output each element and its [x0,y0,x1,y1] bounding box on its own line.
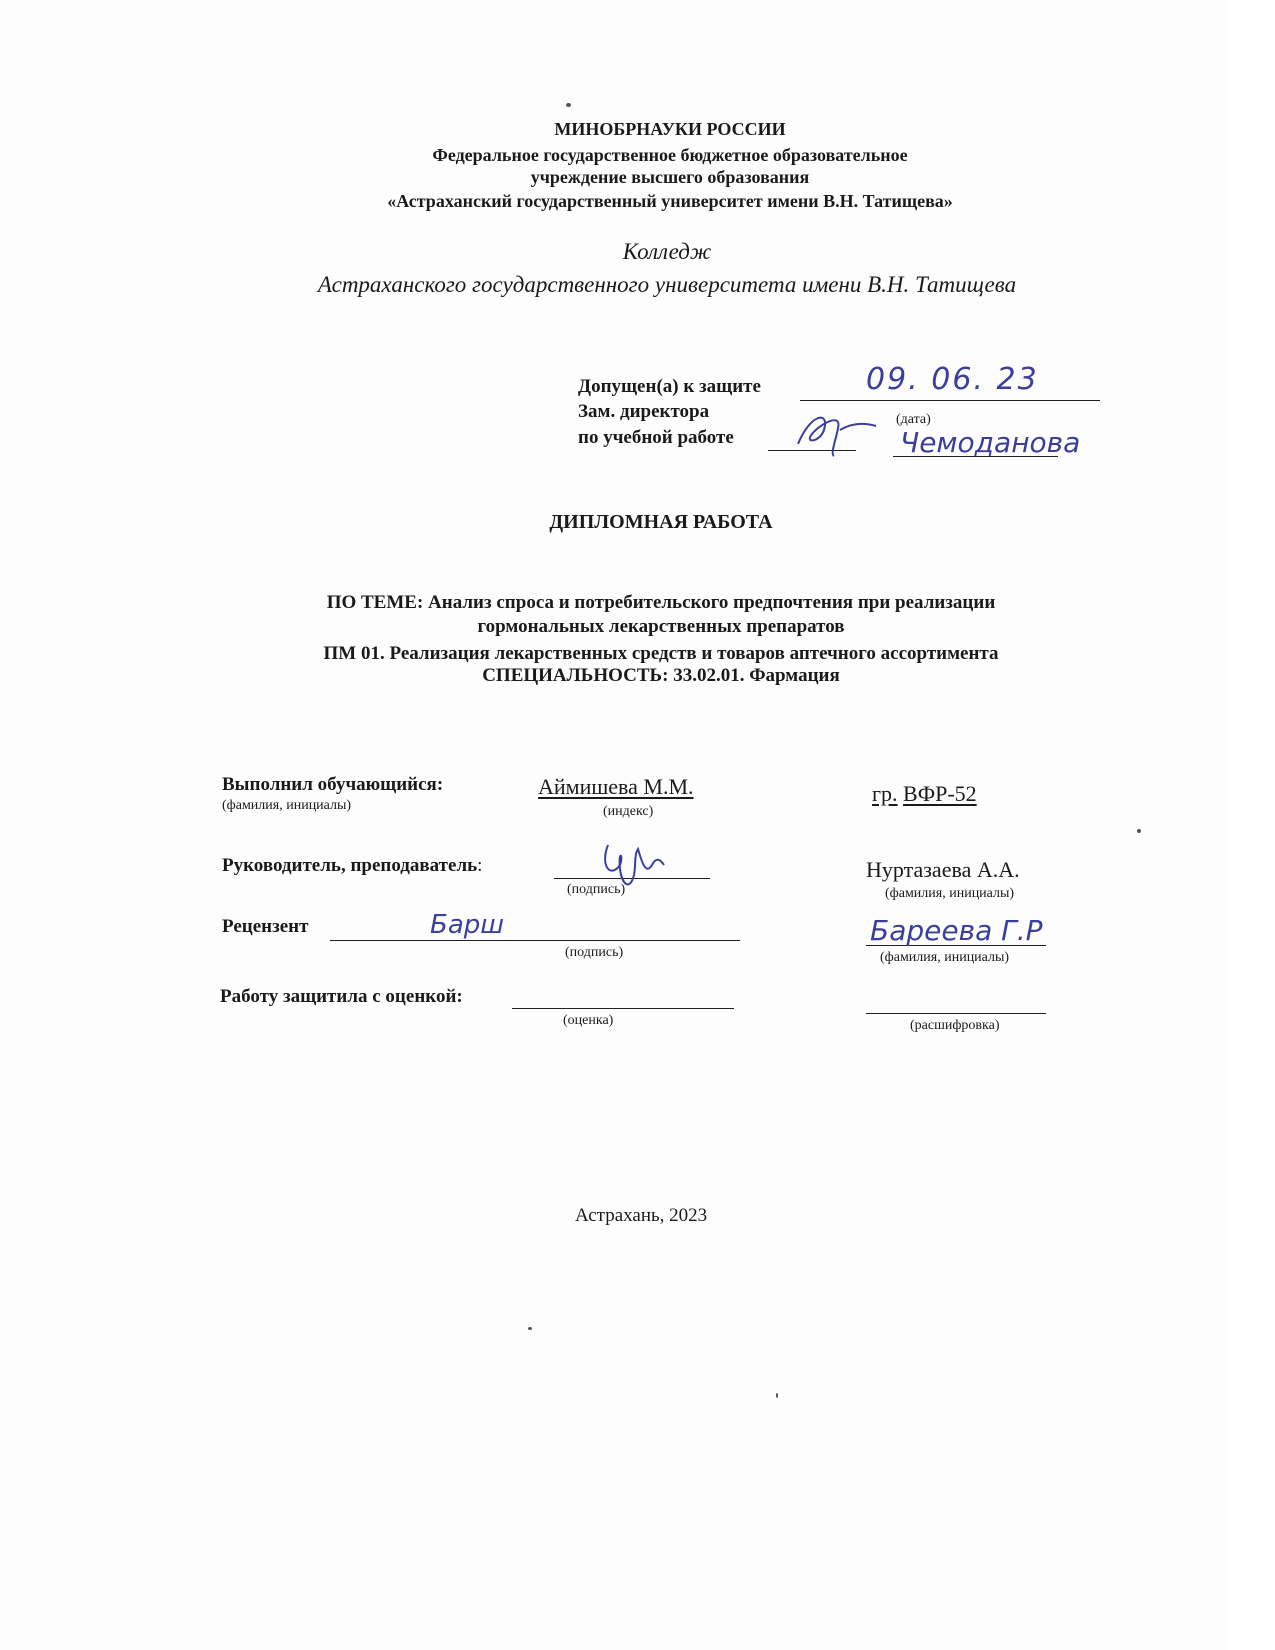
group-value: ВФР-52 [903,781,977,806]
scan-speck [566,103,571,107]
supervisor-name-caption: (фамилия, инициалы) [885,886,1015,901]
supervisor-colon: : [477,855,483,876]
approver-name-handwritten: Чемоданова [900,426,1081,459]
organization-line-1: Федеральное государственное бюджетное образовательное [432,145,908,165]
approver-signature-icon [790,404,880,460]
grade-caption: (оценка) [563,1013,614,1028]
organization-line-2: учреждение высшего образования [530,167,810,187]
grade-label: Работу защитила с оценкой: [220,986,463,1007]
university-name: «Астраханский государственный университет имени В.Н. Татищева» [387,191,953,211]
college-subtitle: Астраханского государственного университета имени В.Н. Татищева [317,272,1017,297]
topic-line-2: гормональных лекарственных препаратов [477,616,845,637]
ministry-title: МИНОБРНАУКИ РОССИИ [554,119,786,139]
reviewer-label: Рецензент [222,916,309,937]
decoding-line [866,1013,1046,1014]
reviewer-signature-handwritten: Барш [430,910,505,940]
reviewer-name-caption: (фамилия, инициалы) [880,950,1010,965]
handwritten-date: 09. 06. 23 [866,362,1039,397]
academic-work-label: по учебной работе [578,427,734,448]
scan-speck [528,1327,532,1330]
topic-line-1: ПО ТЕМЕ: Анализ спроса и потребительского предпочтения при реализации [326,592,996,613]
supervisor-signature-caption: (подпись) [567,882,626,897]
thesis-title: ДИПЛОМНАЯ РАБОТА [549,511,773,533]
student-name: Аймишева М.М. [538,774,694,799]
supervisor-name: Нуртазаева А.А. [866,857,1020,882]
date-line [800,400,1100,401]
module-line: ПМ 01. Реализация лекарственных средств и товаров аптечного ассортимента [323,643,999,664]
student-label: Выполнил обучающийся: [222,774,444,795]
reviewer-name-handwritten: Бареева Г.Р [870,914,1043,947]
scan-margin [1230,0,1275,1650]
supervisor-label-text: Руководитель, преподаватель [222,855,478,876]
group-prefix: гр. [872,781,898,806]
college-title: Колледж [622,239,712,264]
decoding-caption: (расшифровка) [910,1018,1000,1033]
scan-speck [776,1393,778,1398]
scan-speck [1137,829,1141,833]
date-caption: (дата) [896,412,931,427]
specialty-line: СПЕЦИАЛЬНОСТЬ: 33.02.01. Фармация [482,665,840,686]
deputy-director-label: Зам. директора [578,401,710,422]
reviewer-signature-caption: (подпись) [565,945,624,960]
admitted-label: Допущен(а) к защите [578,376,761,397]
reviewer-signature-line [330,940,740,941]
group-field [872,781,977,807]
student-caption: (фамилия, инициалы) [222,798,352,813]
supervisor-label [222,855,482,877]
index-caption: (индекс) [603,804,654,819]
city-year: Астрахань, 2023 [575,1205,708,1226]
grade-line [512,1008,734,1009]
